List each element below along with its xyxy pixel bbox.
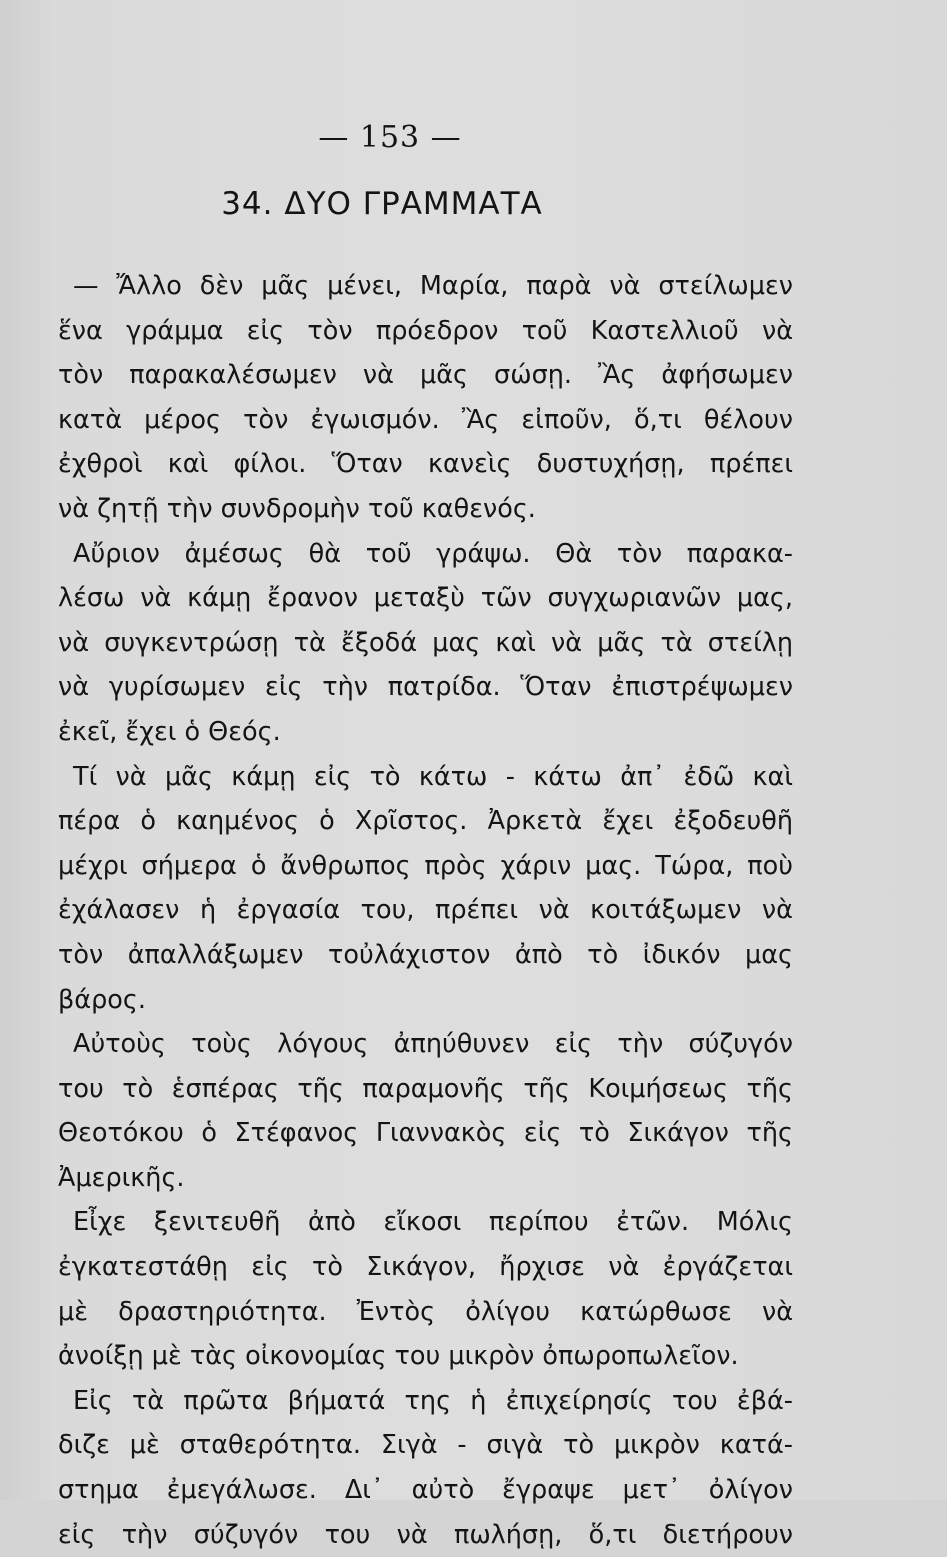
text-line: Εἰς τὰ πρῶτα βήματά της ἡ ἐπιχείρησίς του ἐβά- (73, 1385, 793, 1416)
text-line: ἕνα γράμμα εἰς τὸν πρόεδρον τοῦ Καστελλιοῦ νὰ (58, 315, 793, 346)
text-line: νὰ γυρίσωμεν εἰς τὴν πατρίδα. Ὅταν ἐπιστρέψωμεν (58, 672, 793, 703)
text-line: νὰ συγκεντρώσῃ τὰ ἔξοδά μας καὶ νὰ μᾶς τὰ στείλῃ (58, 627, 793, 658)
text-line: του τὸ ἑσπέρας τῆς παραμονῆς τῆς Κοιμήσεως τῆς (58, 1073, 793, 1104)
text-line: διζε μὲ σταθερότητα. Σιγὰ - σιγὰ τὸ μικρὸν κατά- (58, 1430, 793, 1461)
text-line: Εἶχε ξενιτευθῆ ἀπὸ εἴκοσι περίπου ἐτῶν. Μόλις (73, 1207, 793, 1238)
text-line: Θεοτόκου ὁ Στέφανος Γιαννακὸς εἰς τὸ Σικάγον τῆς (58, 1118, 793, 1149)
text-line: μὲ δραστηριότητα. Ἐντὸς ὀλίγου κατώρθωσε νὰ (58, 1296, 793, 1327)
text-line: ἐχθροὶ καὶ φίλοι. Ὅταν κανεὶς δυστυχήσῃ, πρέπει (58, 449, 793, 480)
text-line: τὸν παρακαλέσωμεν νὰ μᾶς σώσῃ. Ἂς ἀφήσωμεν (58, 360, 793, 391)
page-number: — 153 — (318, 120, 462, 155)
text-line: ἐκεῖ, ἔχει ὁ Θεός. (58, 716, 281, 747)
text-line: λέσω νὰ κάμῃ ἔρανον μεταξὺ τῶν συγχωριανῶν μας, (58, 583, 793, 614)
chapter-title: 34. ΔΥΟ ΓΡΑΜΜΑΤΑ (221, 186, 543, 222)
text-line: τὸν ἀπαλλάξωμεν τοὐλάχιστον ἀπὸ τὸ ἰδικόν μας (58, 939, 793, 970)
text-line: νὰ ζητῇ τὴν συνδρομὴν τοῦ καθενός. (58, 493, 536, 524)
body-text (58, 264, 793, 1557)
text-line: ἐγκατεστάθῃ εἰς τὸ Σικάγον, ἤρχισε νὰ ἐργάζεται (58, 1252, 793, 1283)
text-line: Ἀμερικῆς. (58, 1162, 185, 1193)
text-line: κατὰ μέρος τὸν ἐγωισμόν. Ἂς εἰποῦν, ὅ,τι θέλουν (58, 404, 793, 435)
text-line: — Ἄλλο δὲν μᾶς μένει, Μαρία, παρὰ νὰ στείλωμεν (73, 271, 793, 301)
text-line: Αὐτοὺς τοὺς λόγους ἀπηύθυνεν εἰς τὴν σύζυγόν (73, 1029, 793, 1060)
text-line: ἀνοίξῃ μὲ τὰς οἰκονομίας του μικρὸν ὀπωροπωλεῖον. (58, 1341, 739, 1372)
text-line: Τί νὰ μᾶς κάμῃ εἰς τὸ κάτω - κάτω ἀπ᾿ ἐδῶ καὶ (73, 761, 793, 792)
text-line: στημα ἐμεγάλωσε. Δι᾿ αὐτὸ ἔγραψε μετ᾿ ὀλίγον (58, 1475, 793, 1506)
text-line: μέχρι σήμερα ὁ ἄνθρωπος πρὸς χάριν μας. Τώρα, ποὺ (58, 850, 793, 881)
text-line: πέρα ὁ καημένος ὁ Χρῖστος. Ἀρκετὰ ἔχει ἐξοδευθῆ (58, 806, 793, 837)
text-line: Αὔριον ἀμέσως θὰ τοῦ γράψω. Θὰ τὸν παρακα- (73, 538, 793, 569)
text-line: βάρος. (58, 984, 146, 1015)
text-line: ἐχάλασεν ἡ ἐργασία του, πρέπει νὰ κοιτάξωμεν νὰ (58, 895, 793, 926)
text-line: εἰς τὴν σύζυγόν του νὰ πωλήσῃ, ὅ,τι διετήρουν (58, 1519, 793, 1550)
